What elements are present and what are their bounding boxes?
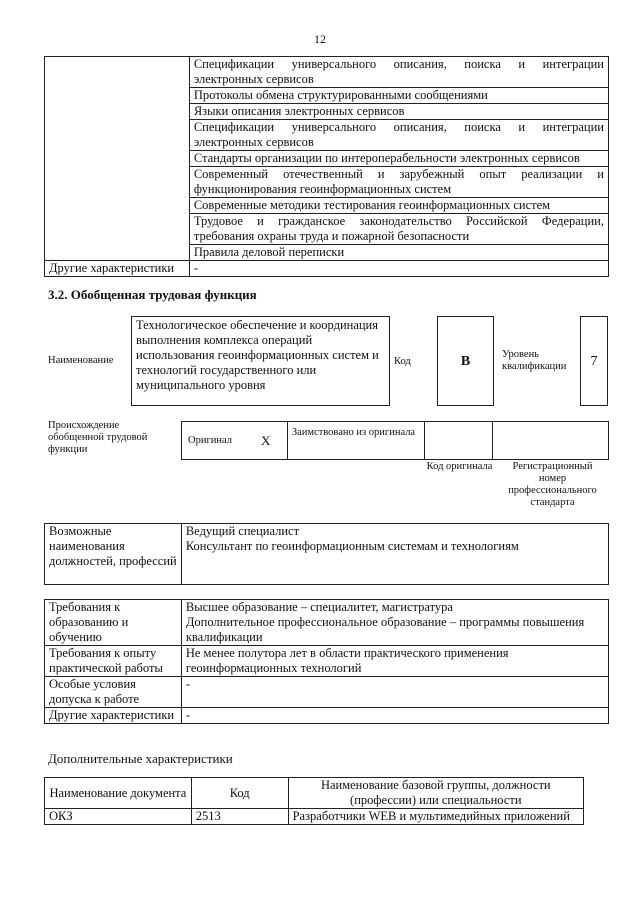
requirement-item: Не менее полутора лет в области практического применения геоинформационных технологий: [185, 646, 509, 675]
position-item: Ведущий специалист: [185, 524, 300, 538]
original-mark: X: [244, 422, 287, 460]
knowledge-row: Протоколы обмена структурированными сообщениями: [189, 88, 608, 104]
additional-header: Наименование документа: [45, 778, 192, 809]
additional-cell: Разработчики WEB и мультимедийных приложений: [288, 809, 583, 825]
requirement-label: Особые условия допуска к работе: [45, 677, 182, 708]
requirement-value: [181, 646, 608, 677]
requirement-item: Дополнительное профессиональное образование – программы повышения квалификации: [185, 615, 585, 644]
knowledge-row: Трудовое и гражданское законодательство Российской Федерации, требования охраны труда и пожарной безопасности: [189, 214, 608, 245]
original-label: Оригинал: [182, 422, 245, 460]
requirement-value: [181, 708, 608, 724]
name-label: Наименование: [48, 355, 114, 366]
requirement-item: -: [185, 677, 191, 691]
origin-table: [181, 421, 609, 460]
reg-number-cell: [493, 422, 609, 460]
additional-cell: 2513: [191, 809, 288, 825]
knowledge-row: Стандарты организации по интероперабельности электронных сервисов: [189, 151, 608, 167]
knowledge-row: Современный отечественный и зарубежный опыт реализации и функционирования геоинформационных систем: [189, 167, 608, 198]
other-characteristics-label: Другие характеристики: [45, 261, 190, 277]
level-value: 7: [580, 316, 608, 406]
knowledge-label-cell: [45, 57, 190, 261]
requirement-label: Требования к образованию и обучению: [45, 600, 182, 646]
requirement-label: Другие характеристики: [45, 708, 182, 724]
knowledge-row: Спецификации универсального описания, поиска и интеграции электронных сервисов: [189, 120, 608, 151]
reg-number-label: Регистрационный номер профессионального стандарта: [508, 461, 597, 508]
level-label: Уровень квалификации: [502, 349, 567, 372]
requirement-value: [181, 677, 608, 708]
requirement-item: -: [185, 708, 191, 722]
requirement-item: Высшее образование – специалитет, магистратура: [185, 600, 453, 614]
additional-title: Дополнительные характеристики: [48, 751, 233, 766]
knowledge-row: Правила деловой переписки: [189, 245, 608, 261]
requirement-value: [181, 600, 608, 646]
positions-values: [181, 524, 608, 585]
positions-label: Возможные наименования должностей, профессий: [45, 524, 182, 585]
other-characteristics-value: -: [189, 261, 608, 277]
additional-header: Код: [191, 778, 288, 809]
knowledge-row: Современные методики тестирования геоинформационных систем: [189, 198, 608, 214]
additional-cell: ОКЗ: [45, 809, 192, 825]
positions-table: [44, 523, 609, 585]
page-number: 12: [314, 32, 326, 46]
code-original-label: Код оригинала: [426, 461, 493, 472]
additional-table: [44, 777, 584, 825]
requirement-label: Требования к опыту практической работы: [45, 646, 182, 677]
code-value: В: [437, 316, 494, 406]
function-name-value: Технологическое обеспечение и координация выполнения комплекса операций использования геоинформационных систем и технологий государственного или муниципального уровня: [136, 318, 379, 392]
knowledge-table: [44, 56, 609, 277]
additional-header: Наименование базовой группы, должности (профессии) или специальности: [288, 778, 583, 809]
function-name-box: [131, 316, 390, 406]
code-original-cell: [424, 422, 493, 460]
knowledge-row: Спецификации универсального описания, поиска и интеграции электронных сервисов: [189, 57, 608, 88]
requirements-table: [44, 599, 609, 724]
code-label: Код: [394, 356, 411, 367]
position-item: Консультант по геоинформационным системам и технологиям: [185, 539, 519, 553]
origin-label: Происхождение обобщенной трудовой функции: [48, 420, 148, 455]
section-title: 3.2. Обобщенная трудовая функция: [48, 287, 257, 302]
knowledge-row: Языки описания электронных сервисов: [189, 104, 608, 120]
borrowed-label: Заимствовано из оригинала: [287, 422, 424, 460]
